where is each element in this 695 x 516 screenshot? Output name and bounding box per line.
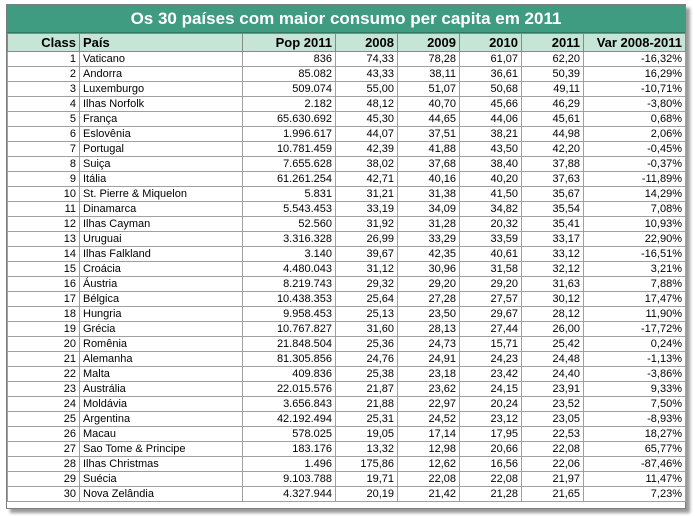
- header-2008: 2008: [336, 34, 398, 52]
- var-cell: 17,47%: [584, 292, 686, 307]
- class-cell: 12: [8, 217, 80, 232]
- var-cell: 9,33%: [584, 382, 686, 397]
- header-pop-2011: Pop 2011: [243, 34, 336, 52]
- pop-cell: 9.103.788: [243, 472, 336, 487]
- y2011-cell: 22,08: [522, 442, 584, 457]
- country-cell: St. Pierre & Miquelon: [80, 187, 243, 202]
- pop-cell: 8.219.743: [243, 277, 336, 292]
- pop-cell: 85.082: [243, 67, 336, 82]
- y2009-cell: 23,18: [398, 367, 460, 382]
- pop-cell: 3.316.328: [243, 232, 336, 247]
- class-cell: 27: [8, 442, 80, 457]
- y2011-cell: 35,54: [522, 202, 584, 217]
- table-row: [8, 127, 686, 142]
- y2009-cell: 24,91: [398, 352, 460, 367]
- y2009-cell: 34,09: [398, 202, 460, 217]
- y2008-cell: 175,86: [336, 457, 398, 472]
- pop-cell: 10.767.827: [243, 322, 336, 337]
- y2009-cell: 37,51: [398, 127, 460, 142]
- table-frame: [6, 4, 686, 509]
- var-cell: -3,80%: [584, 97, 686, 112]
- class-cell: 18: [8, 307, 80, 322]
- y2010-cell: 38,40: [460, 157, 522, 172]
- pop-cell: 183.176: [243, 442, 336, 457]
- pop-cell: 10.781.459: [243, 142, 336, 157]
- y2009-cell: 33,29: [398, 232, 460, 247]
- var-cell: 11,47%: [584, 472, 686, 487]
- y2011-cell: 22,06: [522, 457, 584, 472]
- y2008-cell: 31,21: [336, 187, 398, 202]
- country-cell: Malta: [80, 367, 243, 382]
- pop-cell: 10.438.353: [243, 292, 336, 307]
- country-cell: Sao Tome & Principe: [80, 442, 243, 457]
- class-cell: 23: [8, 382, 80, 397]
- header-row: [8, 34, 686, 52]
- y2010-cell: 24,15: [460, 382, 522, 397]
- y2009-cell: 23,50: [398, 307, 460, 322]
- country-cell: Portugal: [80, 142, 243, 157]
- var-cell: 22,90%: [584, 232, 686, 247]
- var-cell: 7,08%: [584, 202, 686, 217]
- y2009-cell: 30,96: [398, 262, 460, 277]
- class-cell: 9: [8, 172, 80, 187]
- country-cell: Ilhas Christmas: [80, 457, 243, 472]
- y2009-cell: 44,65: [398, 112, 460, 127]
- y2011-cell: 26,00: [522, 322, 584, 337]
- pop-cell: 2.182: [243, 97, 336, 112]
- class-cell: 16: [8, 277, 80, 292]
- y2010-cell: 23,42: [460, 367, 522, 382]
- country-cell: Luxemburgo: [80, 82, 243, 97]
- var-cell: 0,24%: [584, 337, 686, 352]
- table-row: [8, 157, 686, 172]
- class-cell: 26: [8, 427, 80, 442]
- header-2011: 2011: [522, 34, 584, 52]
- var-cell: 65,77%: [584, 442, 686, 457]
- y2008-cell: 24,76: [336, 352, 398, 367]
- class-cell: 2: [8, 67, 80, 82]
- var-cell: 7,50%: [584, 397, 686, 412]
- table-row: [8, 457, 686, 472]
- table-row: [8, 472, 686, 487]
- y2010-cell: 17,95: [460, 427, 522, 442]
- pop-cell: 7.655.628: [243, 157, 336, 172]
- y2011-cell: 45,61: [522, 112, 584, 127]
- class-cell: 24: [8, 397, 80, 412]
- y2011-cell: 21,97: [522, 472, 584, 487]
- y2010-cell: 44,06: [460, 112, 522, 127]
- y2008-cell: 25,64: [336, 292, 398, 307]
- y2010-cell: 15,71: [460, 337, 522, 352]
- y2008-cell: 25,31: [336, 412, 398, 427]
- y2008-cell: 26,99: [336, 232, 398, 247]
- country-cell: Vaticano: [80, 52, 243, 67]
- class-cell: 28: [8, 457, 80, 472]
- y2008-cell: 21,87: [336, 382, 398, 397]
- y2008-cell: 20,19: [336, 487, 398, 502]
- y2008-cell: 48,12: [336, 97, 398, 112]
- var-cell: 10,93%: [584, 217, 686, 232]
- table-row: [8, 217, 686, 232]
- y2009-cell: 40,70: [398, 97, 460, 112]
- table-row: [8, 67, 686, 82]
- y2010-cell: 40,61: [460, 247, 522, 262]
- table-row: [8, 307, 686, 322]
- y2009-cell: 40,16: [398, 172, 460, 187]
- y2010-cell: 38,21: [460, 127, 522, 142]
- country-cell: Suiça: [80, 157, 243, 172]
- var-cell: 3,21%: [584, 262, 686, 277]
- var-cell: -11,89%: [584, 172, 686, 187]
- class-cell: 13: [8, 232, 80, 247]
- y2008-cell: 38,02: [336, 157, 398, 172]
- table-row: [8, 382, 686, 397]
- pop-cell: 52.560: [243, 217, 336, 232]
- y2011-cell: 35,41: [522, 217, 584, 232]
- y2011-cell: 49,11: [522, 82, 584, 97]
- pop-cell: 5.831: [243, 187, 336, 202]
- var-cell: -17,72%: [584, 322, 686, 337]
- y2010-cell: 43,50: [460, 142, 522, 157]
- country-cell: Suécia: [80, 472, 243, 487]
- y2010-cell: 50,68: [460, 82, 522, 97]
- pop-cell: 9.958.453: [243, 307, 336, 322]
- var-cell: 7,88%: [584, 277, 686, 292]
- pop-cell: 61.261.254: [243, 172, 336, 187]
- y2009-cell: 29,20: [398, 277, 460, 292]
- class-cell: 15: [8, 262, 80, 277]
- table-row: [8, 337, 686, 352]
- country-cell: Nova Zelândia: [80, 487, 243, 502]
- header-country: País: [80, 34, 243, 52]
- country-cell: Moldávia: [80, 397, 243, 412]
- class-cell: 8: [8, 157, 80, 172]
- var-cell: 7,23%: [584, 487, 686, 502]
- y2008-cell: 31,92: [336, 217, 398, 232]
- country-cell: Áustria: [80, 277, 243, 292]
- y2009-cell: 23,62: [398, 382, 460, 397]
- table-row: [8, 487, 686, 502]
- y2009-cell: 38,11: [398, 67, 460, 82]
- class-cell: 1: [8, 52, 80, 67]
- y2010-cell: 61,07: [460, 52, 522, 67]
- y2011-cell: 21,65: [522, 487, 584, 502]
- table-row: [8, 277, 686, 292]
- y2010-cell: 20,32: [460, 217, 522, 232]
- class-cell: 21: [8, 352, 80, 367]
- y2010-cell: 20,66: [460, 442, 522, 457]
- var-cell: -0,45%: [584, 142, 686, 157]
- y2011-cell: 35,67: [522, 187, 584, 202]
- y2010-cell: 45,66: [460, 97, 522, 112]
- table-row: [8, 262, 686, 277]
- country-cell: Ilhas Cayman: [80, 217, 243, 232]
- table-row: [8, 172, 686, 187]
- pop-cell: 3.656.843: [243, 397, 336, 412]
- y2009-cell: 31,38: [398, 187, 460, 202]
- var-cell: -8,93%: [584, 412, 686, 427]
- class-cell: 3: [8, 82, 80, 97]
- y2008-cell: 13,32: [336, 442, 398, 457]
- y2010-cell: 34,82: [460, 202, 522, 217]
- y2011-cell: 50,39: [522, 67, 584, 82]
- var-cell: -0,37%: [584, 157, 686, 172]
- country-cell: Argentina: [80, 412, 243, 427]
- country-cell: Ilhas Norfolk: [80, 97, 243, 112]
- y2009-cell: 24,73: [398, 337, 460, 352]
- y2008-cell: 39,67: [336, 247, 398, 262]
- y2008-cell: 31,12: [336, 262, 398, 277]
- y2009-cell: 24,52: [398, 412, 460, 427]
- table-row: [8, 322, 686, 337]
- pop-cell: 4.480.043: [243, 262, 336, 277]
- y2011-cell: 23,52: [522, 397, 584, 412]
- y2010-cell: 24,23: [460, 352, 522, 367]
- table-row: [8, 142, 686, 157]
- var-cell: -10,71%: [584, 82, 686, 97]
- pop-cell: 509.074: [243, 82, 336, 97]
- y2008-cell: 21,88: [336, 397, 398, 412]
- var-cell: 16,29%: [584, 67, 686, 82]
- var-cell: 14,29%: [584, 187, 686, 202]
- var-cell: -3,86%: [584, 367, 686, 382]
- y2011-cell: 24,40: [522, 367, 584, 382]
- y2010-cell: 27,57: [460, 292, 522, 307]
- class-cell: 10: [8, 187, 80, 202]
- y2008-cell: 44,07: [336, 127, 398, 142]
- y2008-cell: 45,30: [336, 112, 398, 127]
- pop-cell: 1.996.617: [243, 127, 336, 142]
- y2011-cell: 46,29: [522, 97, 584, 112]
- y2010-cell: 41,50: [460, 187, 522, 202]
- y2010-cell: 33,59: [460, 232, 522, 247]
- table-row: [8, 352, 686, 367]
- class-cell: 11: [8, 202, 80, 217]
- y2008-cell: 25,13: [336, 307, 398, 322]
- country-cell: Uruguai: [80, 232, 243, 247]
- pop-cell: 4.327.944: [243, 487, 336, 502]
- country-cell: Macau: [80, 427, 243, 442]
- pop-cell: 836: [243, 52, 336, 67]
- var-cell: -16,51%: [584, 247, 686, 262]
- pop-cell: 81.305.856: [243, 352, 336, 367]
- var-cell: 11,90%: [584, 307, 686, 322]
- y2008-cell: 55,00: [336, 82, 398, 97]
- country-cell: Itália: [80, 172, 243, 187]
- y2010-cell: 27,44: [460, 322, 522, 337]
- y2010-cell: 29,20: [460, 277, 522, 292]
- y2008-cell: 74,33: [336, 52, 398, 67]
- y2011-cell: 23,05: [522, 412, 584, 427]
- table-row: [8, 247, 686, 262]
- pop-cell: 3.140: [243, 247, 336, 262]
- pop-cell: 22.015.576: [243, 382, 336, 397]
- y2008-cell: 42,39: [336, 142, 398, 157]
- var-cell: -87,46%: [584, 457, 686, 472]
- y2011-cell: 22,53: [522, 427, 584, 442]
- country-cell: Grécia: [80, 322, 243, 337]
- class-cell: 22: [8, 367, 80, 382]
- y2011-cell: 42,20: [522, 142, 584, 157]
- table-row: [8, 397, 686, 412]
- y2011-cell: 24,48: [522, 352, 584, 367]
- class-cell: 30: [8, 487, 80, 502]
- y2008-cell: 19,71: [336, 472, 398, 487]
- y2011-cell: 62,20: [522, 52, 584, 67]
- pop-cell: 1.496: [243, 457, 336, 472]
- y2010-cell: 21,28: [460, 487, 522, 502]
- country-cell: Bélgica: [80, 292, 243, 307]
- table-row: [8, 97, 686, 112]
- y2008-cell: 42,71: [336, 172, 398, 187]
- y2011-cell: 37,88: [522, 157, 584, 172]
- y2011-cell: 33,17: [522, 232, 584, 247]
- table-body: [8, 52, 686, 502]
- table-row: [8, 202, 686, 217]
- y2009-cell: 21,42: [398, 487, 460, 502]
- class-cell: 14: [8, 247, 80, 262]
- country-cell: Alemanha: [80, 352, 243, 367]
- y2011-cell: 23,91: [522, 382, 584, 397]
- country-cell: Hungria: [80, 307, 243, 322]
- country-cell: França: [80, 112, 243, 127]
- y2011-cell: 37,63: [522, 172, 584, 187]
- header-2010: 2010: [460, 34, 522, 52]
- table-row: [8, 232, 686, 247]
- y2009-cell: 27,28: [398, 292, 460, 307]
- var-cell: 0,68%: [584, 112, 686, 127]
- table-row: [8, 52, 686, 67]
- y2009-cell: 37,68: [398, 157, 460, 172]
- y2010-cell: 20,24: [460, 397, 522, 412]
- table-row: [8, 292, 686, 307]
- table-row: [8, 412, 686, 427]
- y2009-cell: 41,88: [398, 142, 460, 157]
- pop-cell: 5.543.453: [243, 202, 336, 217]
- consumption-table: [7, 33, 686, 502]
- class-cell: 7: [8, 142, 80, 157]
- class-cell: 29: [8, 472, 80, 487]
- pop-cell: 21.848.504: [243, 337, 336, 352]
- table-row: [8, 112, 686, 127]
- y2011-cell: 44,98: [522, 127, 584, 142]
- table-row: [8, 442, 686, 457]
- pop-cell: 42.192.494: [243, 412, 336, 427]
- country-cell: Austrália: [80, 382, 243, 397]
- y2009-cell: 78,28: [398, 52, 460, 67]
- y2009-cell: 42,35: [398, 247, 460, 262]
- var-cell: 2,06%: [584, 127, 686, 142]
- y2009-cell: 22,97: [398, 397, 460, 412]
- y2008-cell: 29,32: [336, 277, 398, 292]
- y2011-cell: 32,12: [522, 262, 584, 277]
- header-var-2008-2011: Var 2008-2011: [584, 34, 686, 52]
- y2009-cell: 28,13: [398, 322, 460, 337]
- pop-cell: 65.630.692: [243, 112, 336, 127]
- y2009-cell: 17,14: [398, 427, 460, 442]
- y2009-cell: 22,08: [398, 472, 460, 487]
- table-row: [8, 367, 686, 382]
- y2009-cell: 51,07: [398, 82, 460, 97]
- y2010-cell: 31,58: [460, 262, 522, 277]
- table-row: [8, 187, 686, 202]
- class-cell: 17: [8, 292, 80, 307]
- y2011-cell: 28,12: [522, 307, 584, 322]
- y2010-cell: 40,20: [460, 172, 522, 187]
- y2009-cell: 12,98: [398, 442, 460, 457]
- pop-cell: 409.836: [243, 367, 336, 382]
- class-cell: 19: [8, 322, 80, 337]
- country-cell: Andorra: [80, 67, 243, 82]
- y2009-cell: 12,62: [398, 457, 460, 472]
- y2008-cell: 19,05: [336, 427, 398, 442]
- y2008-cell: 31,60: [336, 322, 398, 337]
- table-row: [8, 427, 686, 442]
- y2011-cell: 33,12: [522, 247, 584, 262]
- y2010-cell: 16,56: [460, 457, 522, 472]
- y2010-cell: 22,08: [460, 472, 522, 487]
- var-cell: -16,32%: [584, 52, 686, 67]
- y2010-cell: 36,61: [460, 67, 522, 82]
- y2011-cell: 25,42: [522, 337, 584, 352]
- y2010-cell: 23,12: [460, 412, 522, 427]
- country-cell: Eslovênia: [80, 127, 243, 142]
- class-cell: 5: [8, 112, 80, 127]
- y2008-cell: 25,36: [336, 337, 398, 352]
- class-cell: 6: [8, 127, 80, 142]
- pop-cell: 578.025: [243, 427, 336, 442]
- country-cell: Romênia: [80, 337, 243, 352]
- header-2009: 2009: [398, 34, 460, 52]
- header-class: Class: [8, 34, 80, 52]
- y2010-cell: 29,67: [460, 307, 522, 322]
- table-row: [8, 82, 686, 97]
- y2011-cell: 31,63: [522, 277, 584, 292]
- y2009-cell: 31,28: [398, 217, 460, 232]
- y2008-cell: 33,19: [336, 202, 398, 217]
- class-cell: 4: [8, 97, 80, 112]
- country-cell: Ilhas Falkland: [80, 247, 243, 262]
- country-cell: Dinamarca: [80, 202, 243, 217]
- class-cell: 25: [8, 412, 80, 427]
- var-cell: 18,27%: [584, 427, 686, 442]
- table-title: Os 30 países com maior consumo per capita em 2011: [7, 5, 685, 33]
- var-cell: -1,13%: [584, 352, 686, 367]
- y2011-cell: 30,12: [522, 292, 584, 307]
- y2008-cell: 43,33: [336, 67, 398, 82]
- class-cell: 20: [8, 337, 80, 352]
- country-cell: Croácia: [80, 262, 243, 277]
- y2008-cell: 25,38: [336, 367, 398, 382]
